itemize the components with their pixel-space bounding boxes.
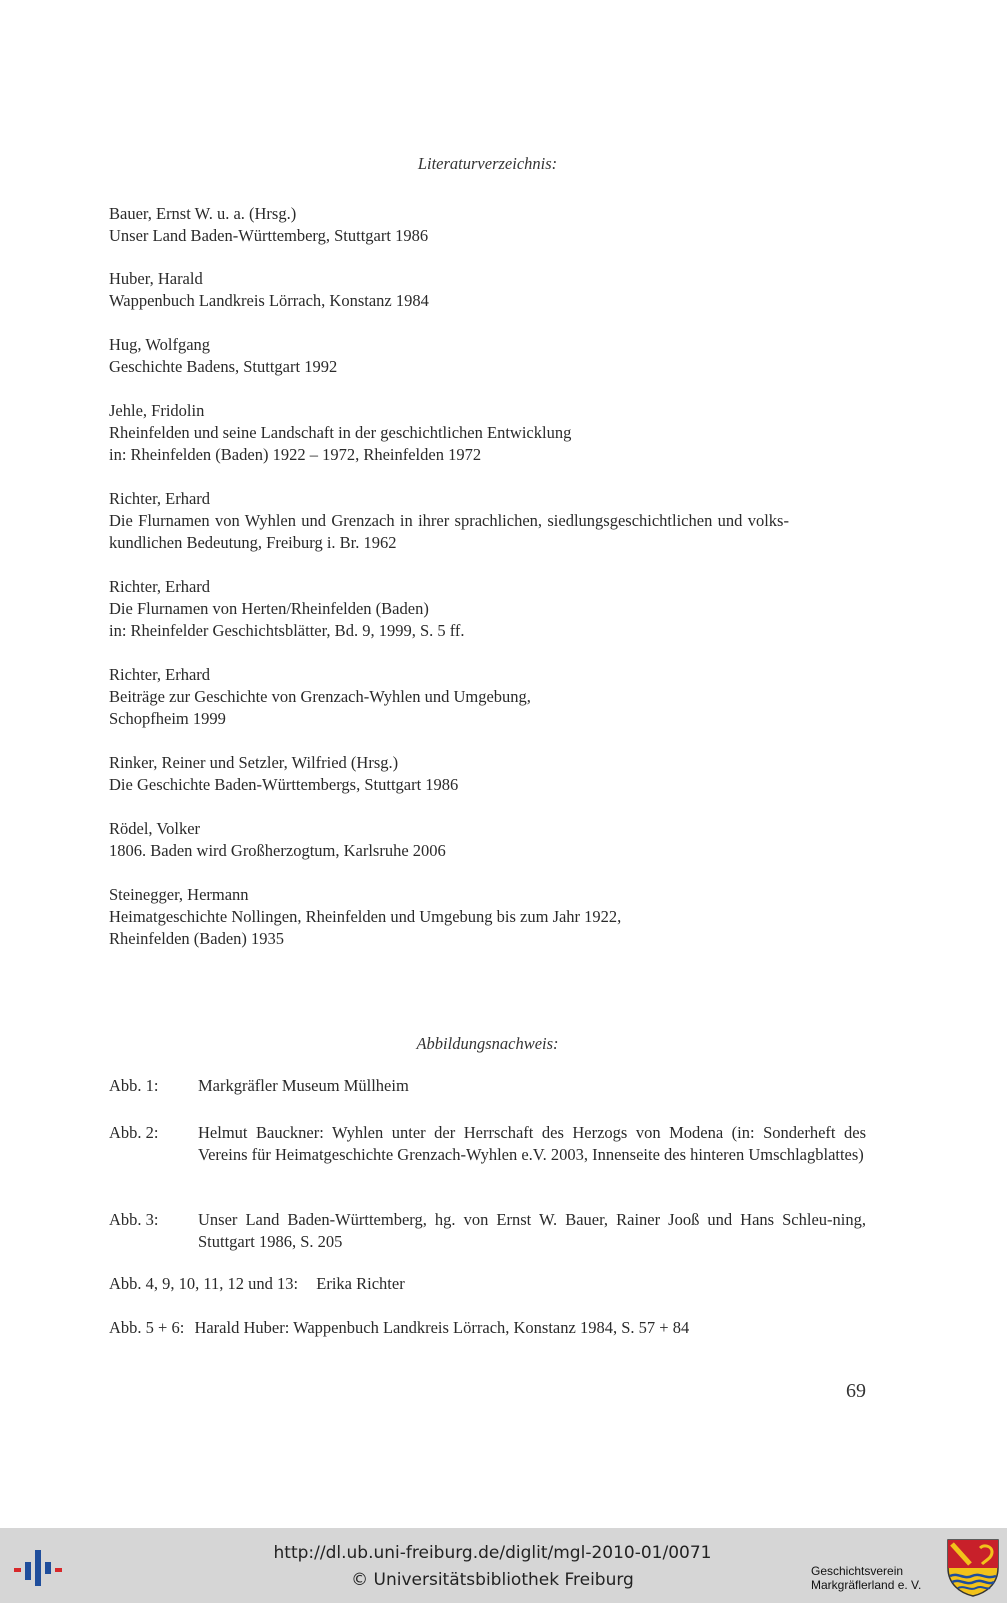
figure-source: Helmut Bauckner: Wyhlen unter der Herrschaft des Herzogs von Modena (in: Sonderheft des Vereins für Heimatgeschichte Grenzach-Wyhlen e.V. 2003, Innenseite des hinteren Umschlagblattes) <box>198 1123 866 1164</box>
figures-heading: Abbildungsnachweis: <box>416 1034 559 1053</box>
bib-title: Rheinfelden (Baden) 1935 <box>109 929 285 948</box>
bib-entry <box>109 752 869 796</box>
page-number: 69 <box>846 1380 866 1402</box>
figure-source: Unser Land Baden-Württemberg, hg. von Ernst W. Bauer, Rainer Jooß und Hans Schleu-ning, Stuttgart 1986, S. 205 <box>198 1210 866 1251</box>
bib-entry <box>109 576 869 642</box>
bib-title: Die Geschichte Baden-Württembergs, Stuttgart 1986 <box>109 775 459 794</box>
society-name-line: Geschichtsverein <box>811 1564 904 1578</box>
bib-title: Schopfheim 1999 <box>109 709 226 728</box>
society-crest-icon <box>946 1538 1000 1598</box>
bib-entry <box>109 400 869 466</box>
bib-title: kundlichen Bedeutung, Freiburg i. Br. 1962 <box>109 533 397 552</box>
bib-title: Geschichte Badens, Stuttgart 1992 <box>109 357 338 376</box>
bib-title: 1806. Baden wird Großherzogtum, Karlsruhe 2006 <box>109 841 446 860</box>
bib-author: Hug, Wolfgang <box>109 335 211 354</box>
figure-credit <box>109 1273 405 1295</box>
bib-author: Jehle, Fridolin <box>109 401 205 420</box>
bib-entry <box>109 884 869 950</box>
bib-entry <box>109 203 869 247</box>
bib-title: Beiträge zur Geschichte von Grenzach-Wyhlen und Umgebung, <box>109 687 531 706</box>
figure-credit <box>109 1317 689 1339</box>
figure-label: Abb. 5 + 6: <box>109 1318 185 1337</box>
bib-source: in: Rheinfelder Geschichtsblätter, Bd. 9, 1999, S. 5 ff. <box>109 621 465 640</box>
bib-entry <box>109 334 869 378</box>
figure-label: Abb. 4, 9, 10, 11, 12 und 13: <box>109 1274 299 1293</box>
bib-title: Wappenbuch Landkreis Lörrach, Konstanz 1984 <box>109 291 429 310</box>
figure-source: Markgräfler Museum Müllheim <box>198 1076 409 1095</box>
figure-source: Harald Huber: Wappenbuch Landkreis Lörrach, Konstanz 1984, S. 57 + 84 <box>194 1318 690 1337</box>
society-name-line: Markgräflerland e. V. <box>811 1578 922 1592</box>
bib-author: Steinegger, Hermann <box>109 885 249 904</box>
figure-credit <box>109 1075 869 1097</box>
bib-title: Die Flurnamen von Herten/Rheinfelden (Baden) <box>109 599 429 618</box>
literature-heading: Literaturverzeichnis: <box>417 154 558 173</box>
bib-author: Huber, Harald <box>109 269 203 288</box>
bib-title: Unser Land Baden-Württemberg, Stuttgart 1986 <box>109 226 429 245</box>
figure-label: Abb. 2: <box>109 1123 159 1142</box>
bib-author: Rinker, Reiner und Setzler, Wilfried (Hrsg.) <box>109 753 399 772</box>
bib-title: Rheinfelden und seine Landschaft in der geschichtlichen Entwicklung <box>109 423 572 442</box>
bib-author: Bauer, Ernst W. u. a. (Hrsg.) <box>109 204 297 223</box>
figure-credit <box>109 1122 869 1188</box>
bib-author: Richter, Erhard <box>109 489 211 508</box>
bib-entry <box>109 818 869 862</box>
bib-author: Richter, Erhard <box>109 577 211 596</box>
footer-bar <box>0 1528 1007 1603</box>
footer-copyright: © Universitätsbibliothek Freiburg <box>351 1570 634 1590</box>
bib-author: Rödel, Volker <box>109 819 201 838</box>
figure-label: Abb. 1: <box>109 1076 159 1095</box>
figure-credit <box>109 1209 869 1253</box>
bib-source: in: Rheinfelden (Baden) 1922 – 1972, Rheinfelden 1972 <box>109 445 482 464</box>
footer-url-link[interactable]: http://dl.ub.uni-freiburg.de/diglit/mgl-2010-01/0071 <box>273 1543 712 1563</box>
bib-title: Die Flurnamen von Wyhlen und Grenzach in ihrer sprachlichen, siedlungsgeschichtlichen und volks- <box>109 511 789 530</box>
bib-entry <box>109 488 869 554</box>
bib-title: Heimatgeschichte Nollingen, Rheinfelden und Umgebung bis zum Jahr 1922, <box>109 907 622 926</box>
ub-freiburg-logo-icon <box>12 1546 64 1590</box>
bib-entry <box>109 268 869 312</box>
figure-source: Erika Richter <box>316 1274 405 1293</box>
bib-author: Richter, Erhard <box>109 665 211 684</box>
bib-entry <box>109 664 869 730</box>
figure-label: Abb. 3: <box>109 1210 159 1229</box>
society-name <box>811 1564 921 1592</box>
